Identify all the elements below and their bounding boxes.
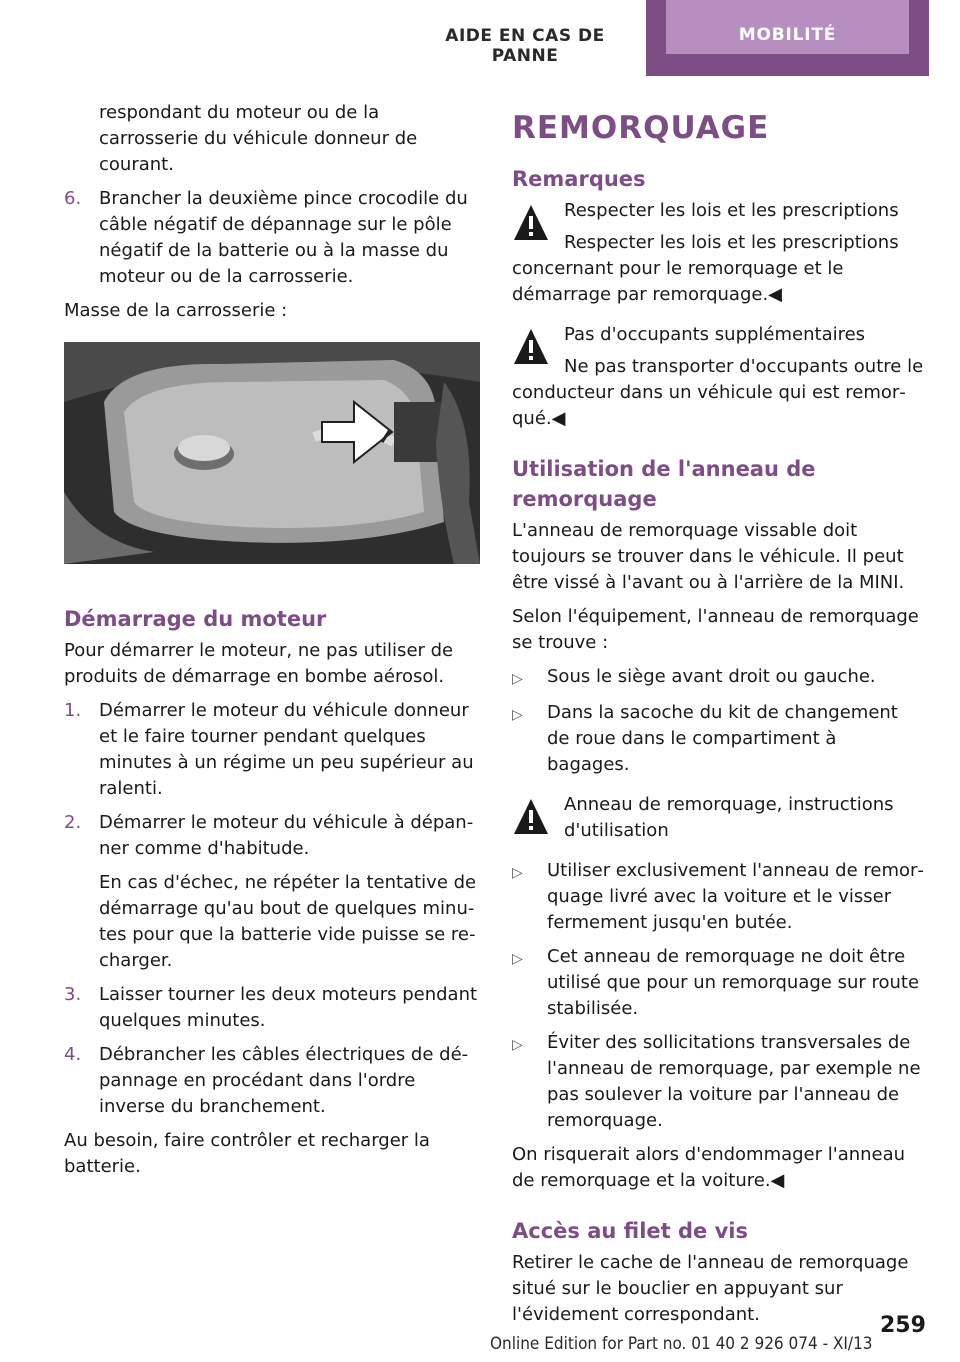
warning-text: Respecter les lois et les prescriptions concernant pour le remorquage et le démarrage par remorquage.◀ <box>512 232 899 305</box>
step-number: 1. <box>64 700 82 721</box>
engine-photo <box>64 342 480 564</box>
step-text: Démarrer le moteur du véhicule donneur et le faire tourner pendant quelques minutes à un régime un peu supérieur au ralenti. <box>99 700 474 799</box>
triangle-bullet-icon: ▷ <box>512 951 523 967</box>
step-2 <box>64 810 480 862</box>
closing-text: Au besoin, faire contrôler et recharger la batterie. <box>64 1130 430 1177</box>
risk-text: On risquerait alors d'endommager l'anneau de remorquage et la voiture.◀ <box>512 1144 906 1191</box>
right-column <box>512 100 924 1336</box>
footer-edition: Online Edition for Part no. 01 40 2 926 074 - XI/13 <box>490 1334 873 1354</box>
warning-1 <box>512 198 924 308</box>
step-3 <box>64 982 480 1034</box>
warning-icon <box>512 202 550 244</box>
warning-text: Ne pas transporter d'occupants outre le conducteur dans un véhicule qui est remorqué.◀ <box>512 356 924 429</box>
step-text: Démarrer le moteur du véhicule à dépanner comme d'habitude. <box>99 812 474 859</box>
step-number: 3. <box>64 984 82 1005</box>
step-4 <box>64 1042 480 1120</box>
triangle-bullet-icon: ▷ <box>512 671 523 687</box>
triangle-bullet-icon: ▷ <box>512 865 523 881</box>
warning-icon <box>512 326 550 368</box>
list-item: ▷ Dans la sacoche du kit de changement de roue dans le compartiment à bagages. <box>512 700 924 778</box>
warning-icon <box>512 796 550 838</box>
warning-title: Anneau de remorquage, instructions d'utilisation <box>564 794 894 841</box>
left-column <box>64 100 480 1188</box>
step-6 <box>64 186 480 290</box>
continued-text: respondant du moteur ou de la carrosserie du véhicule donneur de courant. <box>99 102 418 175</box>
step-number: 6. <box>64 188 82 209</box>
step-text: Brancher la deuxième pince crocodile du câble négatif de dépannage sur le pôle négatif de la batterie ou à la masse du moteur ou de la carrosserie. <box>99 188 468 287</box>
demarrage-intro: Pour démarrer le moteur, ne pas utiliser de produits de démarrage en bombe aérosol. <box>64 640 454 687</box>
triangle-bullet-icon: ▷ <box>512 1037 523 1053</box>
step-2-extra: En cas d'échec, ne répéter la tentative de démarrage qu'au bout de quelques minutes pour que la batterie vide puisse se recharger. <box>99 872 477 971</box>
page-number: 259 <box>880 1313 926 1338</box>
heading-anneau: Utilisation de l'anneau de remorquage <box>512 457 816 511</box>
warning-title: Respecter les lois et les prescriptions <box>564 200 899 221</box>
list-item: ▷ Utiliser exclusivement l'anneau de remorquage livré avec la voiture et le visser fermement jusqu'en butée. <box>512 858 924 936</box>
list-item: ▷ Cet anneau de remorquage ne doit être utilisé que pour un remorquage sur route stabilisée. <box>512 944 924 1022</box>
step-text: Débrancher les câbles électriques de dépannage en procédant dans l'ordre inverse du branchement. <box>99 1044 469 1117</box>
acces-text: Retirer le cache de l'anneau de remorquage situé sur le bouclier en appuyant sur l'évidement correspondant. <box>512 1252 909 1325</box>
section-title: AIDE EN CAS DE PANNE <box>445 26 605 66</box>
page-header <box>0 0 960 76</box>
heading-acces: Accès au filet de vis <box>512 1219 748 1243</box>
chapter-tab <box>646 0 929 76</box>
triangle-bullet-icon: ▷ <box>512 707 523 723</box>
warning-3 <box>512 792 924 844</box>
warning-2 <box>512 322 924 432</box>
list-item: ▷ Sous le siège avant droit ou gauche. <box>512 664 924 692</box>
chapter-tab-label: MOBILITÉ <box>666 0 909 54</box>
heading-remorquage: REMORQUAGE <box>512 110 770 146</box>
heading-demarrage: Démarrage du moteur <box>64 607 327 631</box>
step-number: 4. <box>64 1044 82 1065</box>
list-item: ▷ Éviter des sollicitations transversales de l'anneau de remorquage, par exemple ne pas soulever la voiture par l'anneau de remorquage. <box>512 1030 924 1134</box>
anneau-paragraph-2: Selon l'équipement, l'anneau de remorquage se trouve : <box>512 606 919 653</box>
step-number: 2. <box>64 812 82 833</box>
step-text: Laisser tourner les deux moteurs pendant quelques minutes. <box>99 984 478 1031</box>
warning-title: Pas d'occupants supplémentaires <box>564 324 866 345</box>
anneau-paragraph-1: L'anneau de remorquage vissable doit toujours se trouver dans le véhicule. Il peut être vissé à l'avant ou à l'arrière de la MINI. <box>512 520 905 593</box>
step-1 <box>64 698 480 802</box>
heading-remarques: Remarques <box>512 167 646 191</box>
masse-label: Masse de la carrosserie : <box>64 300 288 321</box>
